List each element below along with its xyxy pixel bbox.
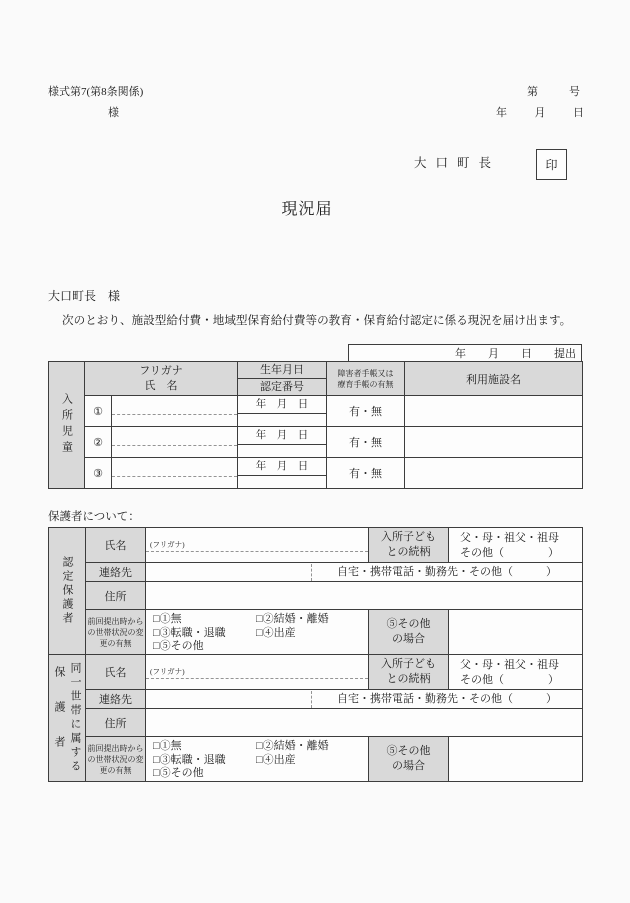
date-day-label: 日 <box>573 107 584 119</box>
guardian2-address-row <box>49 709 583 737</box>
header-cert-number: 認定番号 <box>260 381 305 393</box>
guardian1-change-label-line1: 前回提出時から <box>87 616 144 626</box>
guardian2-relation-header <box>369 655 449 690</box>
guardian2-group-label-cell <box>49 655 86 782</box>
header-birthdate: 生年月日 <box>238 362 326 379</box>
header-handbook <box>327 362 405 396</box>
guardian2-change-row <box>49 737 583 782</box>
guardian2-other-case-label <box>369 737 449 782</box>
date-year-label: 年 <box>496 107 507 119</box>
child-3-date-placeholder: 年 月 日 <box>238 458 326 476</box>
guardian1-checkbox-job[interactable]: □③転職・退職 <box>153 626 226 639</box>
guardian1-contact-options[interactable]: 自宅・携帯電話・勤務先・その他（ ） <box>337 565 557 578</box>
header-handbook-line1: 障害者手帳又は <box>337 368 394 378</box>
guardian1-address-label: 住所 <box>86 582 146 610</box>
page-title: 現況届 <box>281 201 333 218</box>
child-row-1 <box>49 396 583 427</box>
mayor-title: 大口町長 <box>414 156 501 170</box>
guardian1-change-label-line2: の世帯状況の変 <box>87 627 144 637</box>
guardian2-contact-row <box>49 690 583 709</box>
guardian2-checkbox-birth[interactable]: □④出産 <box>256 753 296 766</box>
children-group-label-cell <box>49 362 85 489</box>
guardian1-relation-header-line1: 入所子ども <box>381 531 436 543</box>
guardian1-relation-options[interactable] <box>449 528 583 563</box>
guardian2-change-label-line2: の世帯状況の変 <box>87 754 144 764</box>
guardian2-relation-options[interactable] <box>449 655 583 690</box>
guardian1-checkbox-birth[interactable]: □④出産 <box>256 626 296 639</box>
guardian1-other-case-line1: ⑤その他 <box>386 618 431 630</box>
guardian2-change-label-line3: 更の有無 <box>99 765 132 775</box>
guardian1-checkbox-marriage[interactable]: □②結婚・離婚 <box>256 613 329 626</box>
header-birth-cert <box>238 362 327 396</box>
guardian2-relation-opts-line1: 父・母・祖父・祖母 <box>460 658 559 671</box>
guardian1-change-checkboxes <box>146 610 369 655</box>
child-3-handbook-choice[interactable]: 有・無 <box>327 458 405 489</box>
guardian1-relation-header <box>369 528 449 563</box>
guardian2-checkbox-none[interactable]: □①無 <box>153 740 182 753</box>
document-number-line <box>527 83 580 99</box>
submit-day-label: 日 <box>521 348 532 360</box>
addressee-line: 大口町長 様 <box>48 289 121 303</box>
child-1-number: ① <box>85 396 112 427</box>
guardian2-address-label: 住所 <box>86 709 146 737</box>
guardian1-other-case-label <box>369 610 449 655</box>
guardian2-address-field[interactable] <box>146 709 583 737</box>
guardian2-furigana-note: (フリガナ) <box>146 666 368 679</box>
child-2-name-field[interactable] <box>112 427 238 458</box>
guardian2-contact-field[interactable] <box>146 690 583 709</box>
form-reference: 様式第7(第8条関係) <box>48 86 144 98</box>
child-2-number: ② <box>85 427 112 458</box>
header-furigana: フリガナ <box>139 364 183 377</box>
child-2-handbook-choice[interactable]: 有・無 <box>327 427 405 458</box>
header-date-line <box>496 104 584 120</box>
header-furigana-name <box>85 362 238 396</box>
header-facility: 利用施設名 <box>405 362 583 396</box>
guardian2-name-label: 氏名 <box>86 655 146 690</box>
guardian1-group-label-cell <box>49 528 86 655</box>
guardian2-name-field[interactable] <box>146 655 369 690</box>
child-row-2 <box>49 427 583 458</box>
submit-label: 提出 <box>554 348 576 360</box>
child-1-facility-field[interactable] <box>405 396 583 427</box>
statement-text: 次のとおり、施設型給付費・地域型保育給付費等の教育・保育給付認定に係る現況を届け出ます。 <box>62 314 572 327</box>
guardians-table <box>48 527 583 782</box>
guardian1-relation-header-line2: との続柄 <box>386 546 431 558</box>
guardian2-change-label <box>86 737 146 782</box>
header-name: 氏 名 <box>144 379 178 392</box>
submit-year-label: 年 <box>455 348 466 360</box>
guardian1-change-row <box>49 610 583 655</box>
guardian2-checkbox-marriage[interactable]: □②結婚・離婚 <box>256 740 329 753</box>
date-month-label: 月 <box>534 107 546 119</box>
submit-date-box[interactable] <box>348 344 582 362</box>
guardian1-checkbox-none[interactable]: □①無 <box>153 613 182 626</box>
child-1-name-field[interactable] <box>112 396 238 427</box>
guardian2-contact-label: 連絡先 <box>86 690 146 709</box>
guardian2-contact-options[interactable]: 自宅・携帯電話・勤務先・その他（ ） <box>337 692 557 705</box>
children-table <box>48 361 583 489</box>
guardian2-checkbox-other[interactable]: □⑤その他 <box>153 767 204 780</box>
guardian1-checkbox-other[interactable]: □⑤その他 <box>153 640 204 653</box>
guardian1-other-case-line2: の場合 <box>392 633 425 645</box>
guardian1-contact-field[interactable] <box>146 563 583 582</box>
guardian1-furigana-note: (フリガナ) <box>146 539 368 552</box>
guardian2-contact-blank[interactable] <box>146 691 312 708</box>
seal-box[interactable] <box>536 149 567 180</box>
submit-month-label: 月 <box>488 348 499 360</box>
guardian1-contact-row <box>49 563 583 582</box>
child-3-number: ③ <box>85 458 112 489</box>
guardian2-checkbox-job[interactable]: □③転職・退職 <box>153 753 226 766</box>
doc-number-suffix: 号 <box>569 86 580 98</box>
guardian2-group-label-outer: 保護者 <box>53 665 65 771</box>
guardian1-group-label: 認定保護者 <box>61 556 73 626</box>
guardian1-contact-label: 連絡先 <box>86 563 146 582</box>
guardian2-other-case-line1: ⑤その他 <box>386 745 431 757</box>
children-group-label: 入所児童 <box>60 393 73 457</box>
child-3-birth-cert-field[interactable] <box>238 458 327 489</box>
recipient-suffix: 様 <box>108 107 119 119</box>
child-row-3 <box>49 458 583 489</box>
child-1-date-placeholder: 年 月 日 <box>238 396 326 414</box>
guardian1-address-field[interactable] <box>146 582 583 610</box>
guardian2-other-case-field[interactable] <box>449 737 583 782</box>
guardian2-change-label-line1: 前回提出時から <box>87 743 144 753</box>
header-handbook-line2: 療育手帳の有無 <box>337 379 394 389</box>
seal-label: 印 <box>545 158 558 172</box>
guardian2-change-checkboxes <box>146 737 369 782</box>
guardian2-relation-opts-line2: その他（ ） <box>460 673 559 686</box>
guardian2-other-case-line2: の場合 <box>392 760 425 772</box>
guardian2-name-row <box>49 655 583 690</box>
child-2-birth-cert-field[interactable] <box>238 427 327 458</box>
guardian1-contact-blank[interactable] <box>146 564 312 581</box>
doc-number-prefix: 第 <box>527 86 538 98</box>
guardian1-relation-opts-line1: 父・母・祖父・祖母 <box>460 531 559 544</box>
child-3-facility-field[interactable] <box>405 458 583 489</box>
guardian1-relation-opts-line2: その他（ ） <box>460 546 559 559</box>
guardian1-address-row <box>49 582 583 610</box>
child-2-facility-field[interactable] <box>405 427 583 458</box>
child-1-handbook-choice[interactable]: 有・無 <box>327 396 405 427</box>
guardian2-group-label-inner: 同一世帯に属する <box>69 662 81 774</box>
guardian1-change-label-line3: 更の有無 <box>99 638 132 648</box>
guardian2-relation-header-line2: との続柄 <box>386 673 431 685</box>
guardian1-other-case-field[interactable] <box>449 610 583 655</box>
guardian1-name-row <box>49 528 583 563</box>
guardian1-name-label: 氏名 <box>86 528 146 563</box>
guardians-section-title: 保護者について： <box>48 511 140 523</box>
child-3-name-field[interactable] <box>112 458 238 489</box>
guardian2-relation-header-line1: 入所子ども <box>381 658 436 670</box>
guardian1-change-label <box>86 610 146 655</box>
child-2-date-placeholder: 年 月 日 <box>238 427 326 445</box>
guardian1-name-field[interactable] <box>146 528 369 563</box>
children-header-row <box>49 362 583 396</box>
child-1-birth-cert-field[interactable] <box>238 396 327 427</box>
